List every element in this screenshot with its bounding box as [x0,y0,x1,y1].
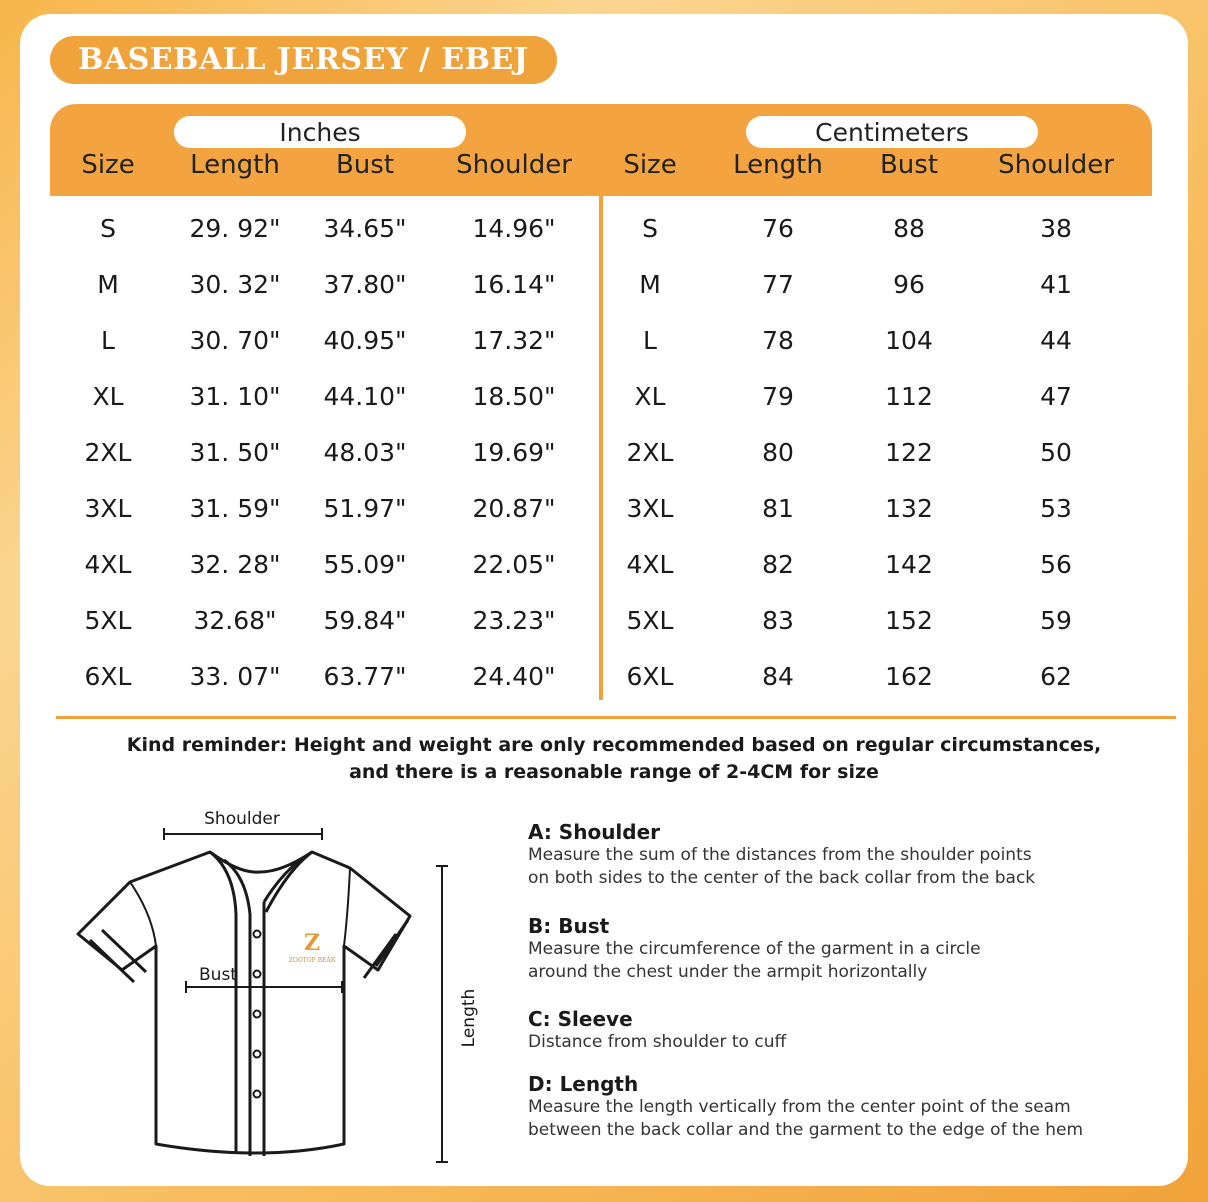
inches-bust-header: Bust [335,150,395,180]
brand-logo-text: ZOOTOP BEAR [288,957,336,964]
cell-inch-length: 32. 28" [189,550,281,579]
cell-cm-length: 82 [762,550,794,579]
inches-size-header: Size [81,150,135,180]
measurement-bust: B: Bust Measure the circumference of the garment in a circle around the chest under the armpit horizontally [528,914,981,982]
cell-cm-size: L [643,326,657,355]
cell-size: 5XL [84,606,132,635]
cell-cm-bust: 104 [885,326,933,355]
cell-inch-length: 29. 92" [189,214,281,243]
cell-inch-bust: 51.97" [323,494,407,523]
cell-cm-bust: 152 [885,606,933,635]
cell-inch-length: 30. 32" [189,270,281,299]
cell-inch-length: 30. 70" [189,326,281,355]
svg-text:Z: Z [303,930,321,956]
shoulder-measure-label: Shoulder [204,809,280,829]
cell-cm-shoulder: 59 [1040,606,1072,635]
cell-cm-size: S [642,214,658,243]
cm-size-header: Size [623,150,677,180]
cell-inch-bust: 59.84" [323,606,407,635]
cell-inch-length: 33. 07" [189,662,281,691]
kind-reminder [60,732,1168,786]
cell-inch-shoulder: 19.69" [472,438,556,467]
cell-inch-bust: 40.95" [323,326,407,355]
baseball-jersey-icon [60,794,500,1174]
cell-cm-size: 5XL [626,606,674,635]
cell-inch-length: 31. 50" [189,438,281,467]
cell-inch-shoulder: 17.32" [472,326,556,355]
cell-cm-bust: 88 [893,214,925,243]
cell-cm-size: 2XL [626,438,674,467]
cell-cm-length: 84 [762,662,794,691]
table-column-divider [599,196,603,700]
cell-inch-bust: 34.65" [323,214,407,243]
cell-size: 4XL [84,550,132,579]
cell-cm-bust: 96 [893,270,925,299]
length-measure-label: Length [459,988,479,1048]
cell-cm-size: 3XL [626,494,674,523]
cell-inch-bust: 44.10" [323,382,407,411]
table-header [50,104,1152,196]
measurement-sleeve: C: Sleeve Distance from shoulder to cuff [528,1007,787,1052]
cell-size: XL [92,382,124,411]
cell-inch-length: 31. 10" [189,382,281,411]
cell-cm-shoulder: 53 [1040,494,1072,523]
cm-bust-header: Bust [879,150,939,180]
cell-cm-bust: 122 [885,438,933,467]
cell-inch-shoulder: 20.87" [472,494,556,523]
cell-cm-length: 79 [762,382,794,411]
inches-unit-label: Inches [174,116,466,148]
cell-cm-size: XL [634,382,666,411]
cell-cm-length: 78 [762,326,794,355]
section-divider [56,716,1176,719]
cell-size: L [101,326,115,355]
size-chart-card [20,14,1188,1186]
cell-cm-length: 80 [762,438,794,467]
cell-cm-shoulder: 44 [1040,326,1072,355]
cell-cm-size: M [639,270,661,299]
reminder-line-1: Kind reminder: Height and weight are only recommended based on regular circumstances, [126,734,1102,756]
cell-inch-bust: 37.80" [323,270,407,299]
cm-shoulder-header: Shoulder [998,150,1114,180]
cell-cm-shoulder: 50 [1040,438,1072,467]
measurement-length: D: Length Measure the length vertically from the center point of the seam between the back collar and the garment to the edge of the hem [528,1072,1084,1140]
cell-size: M [97,270,119,299]
cell-inch-shoulder: 16.14" [472,270,556,299]
cell-size: S [100,214,116,243]
cell-cm-shoulder: 41 [1040,270,1072,299]
cell-inch-bust: 55.09" [323,550,407,579]
cell-cm-bust: 142 [885,550,933,579]
inches-shoulder-header: Shoulder [456,150,572,180]
cell-cm-length: 81 [762,494,794,523]
centimeters-unit-label: Centimeters [746,116,1038,148]
cell-inch-shoulder: 24.40" [472,662,556,691]
cell-cm-shoulder: 38 [1040,214,1072,243]
cell-cm-bust: 162 [885,662,933,691]
cell-inch-shoulder: 23.23" [472,606,556,635]
inches-length-header: Length [190,150,280,180]
cell-inch-length: 32.68" [193,606,277,635]
cell-cm-size: 4XL [626,550,674,579]
bust-measure-label: Bust [199,965,237,985]
jersey-diagram [60,794,500,1174]
cell-cm-shoulder: 47 [1040,382,1072,411]
cell-inch-shoulder: 14.96" [472,214,556,243]
page-title: BASEBALL JERSEY / EBEJ [50,36,557,84]
cell-cm-length: 76 [762,214,794,243]
cell-cm-length: 77 [762,270,794,299]
cell-cm-bust: 112 [885,382,933,411]
cell-cm-shoulder: 56 [1040,550,1072,579]
cell-inch-length: 31. 59" [189,494,281,523]
cell-cm-bust: 132 [885,494,933,523]
cell-inch-bust: 48.03" [323,438,407,467]
cell-size: 6XL [84,662,132,691]
cell-size: 2XL [84,438,132,467]
cell-cm-size: 6XL [626,662,674,691]
cell-inch-shoulder: 22.05" [472,550,556,579]
cell-size: 3XL [84,494,132,523]
cell-cm-shoulder: 62 [1040,662,1072,691]
cm-length-header: Length [733,150,823,180]
measurement-shoulder: A: Shoulder Measure the sum of the distances from the shoulder points on both sides to the center of the back collar from the back [528,820,1036,888]
cell-cm-length: 83 [762,606,794,635]
cell-inch-bust: 63.77" [323,662,407,691]
cell-inch-shoulder: 18.50" [472,382,556,411]
reminder-line-2: and there is a reasonable range of 2-4CM for size [349,761,879,783]
